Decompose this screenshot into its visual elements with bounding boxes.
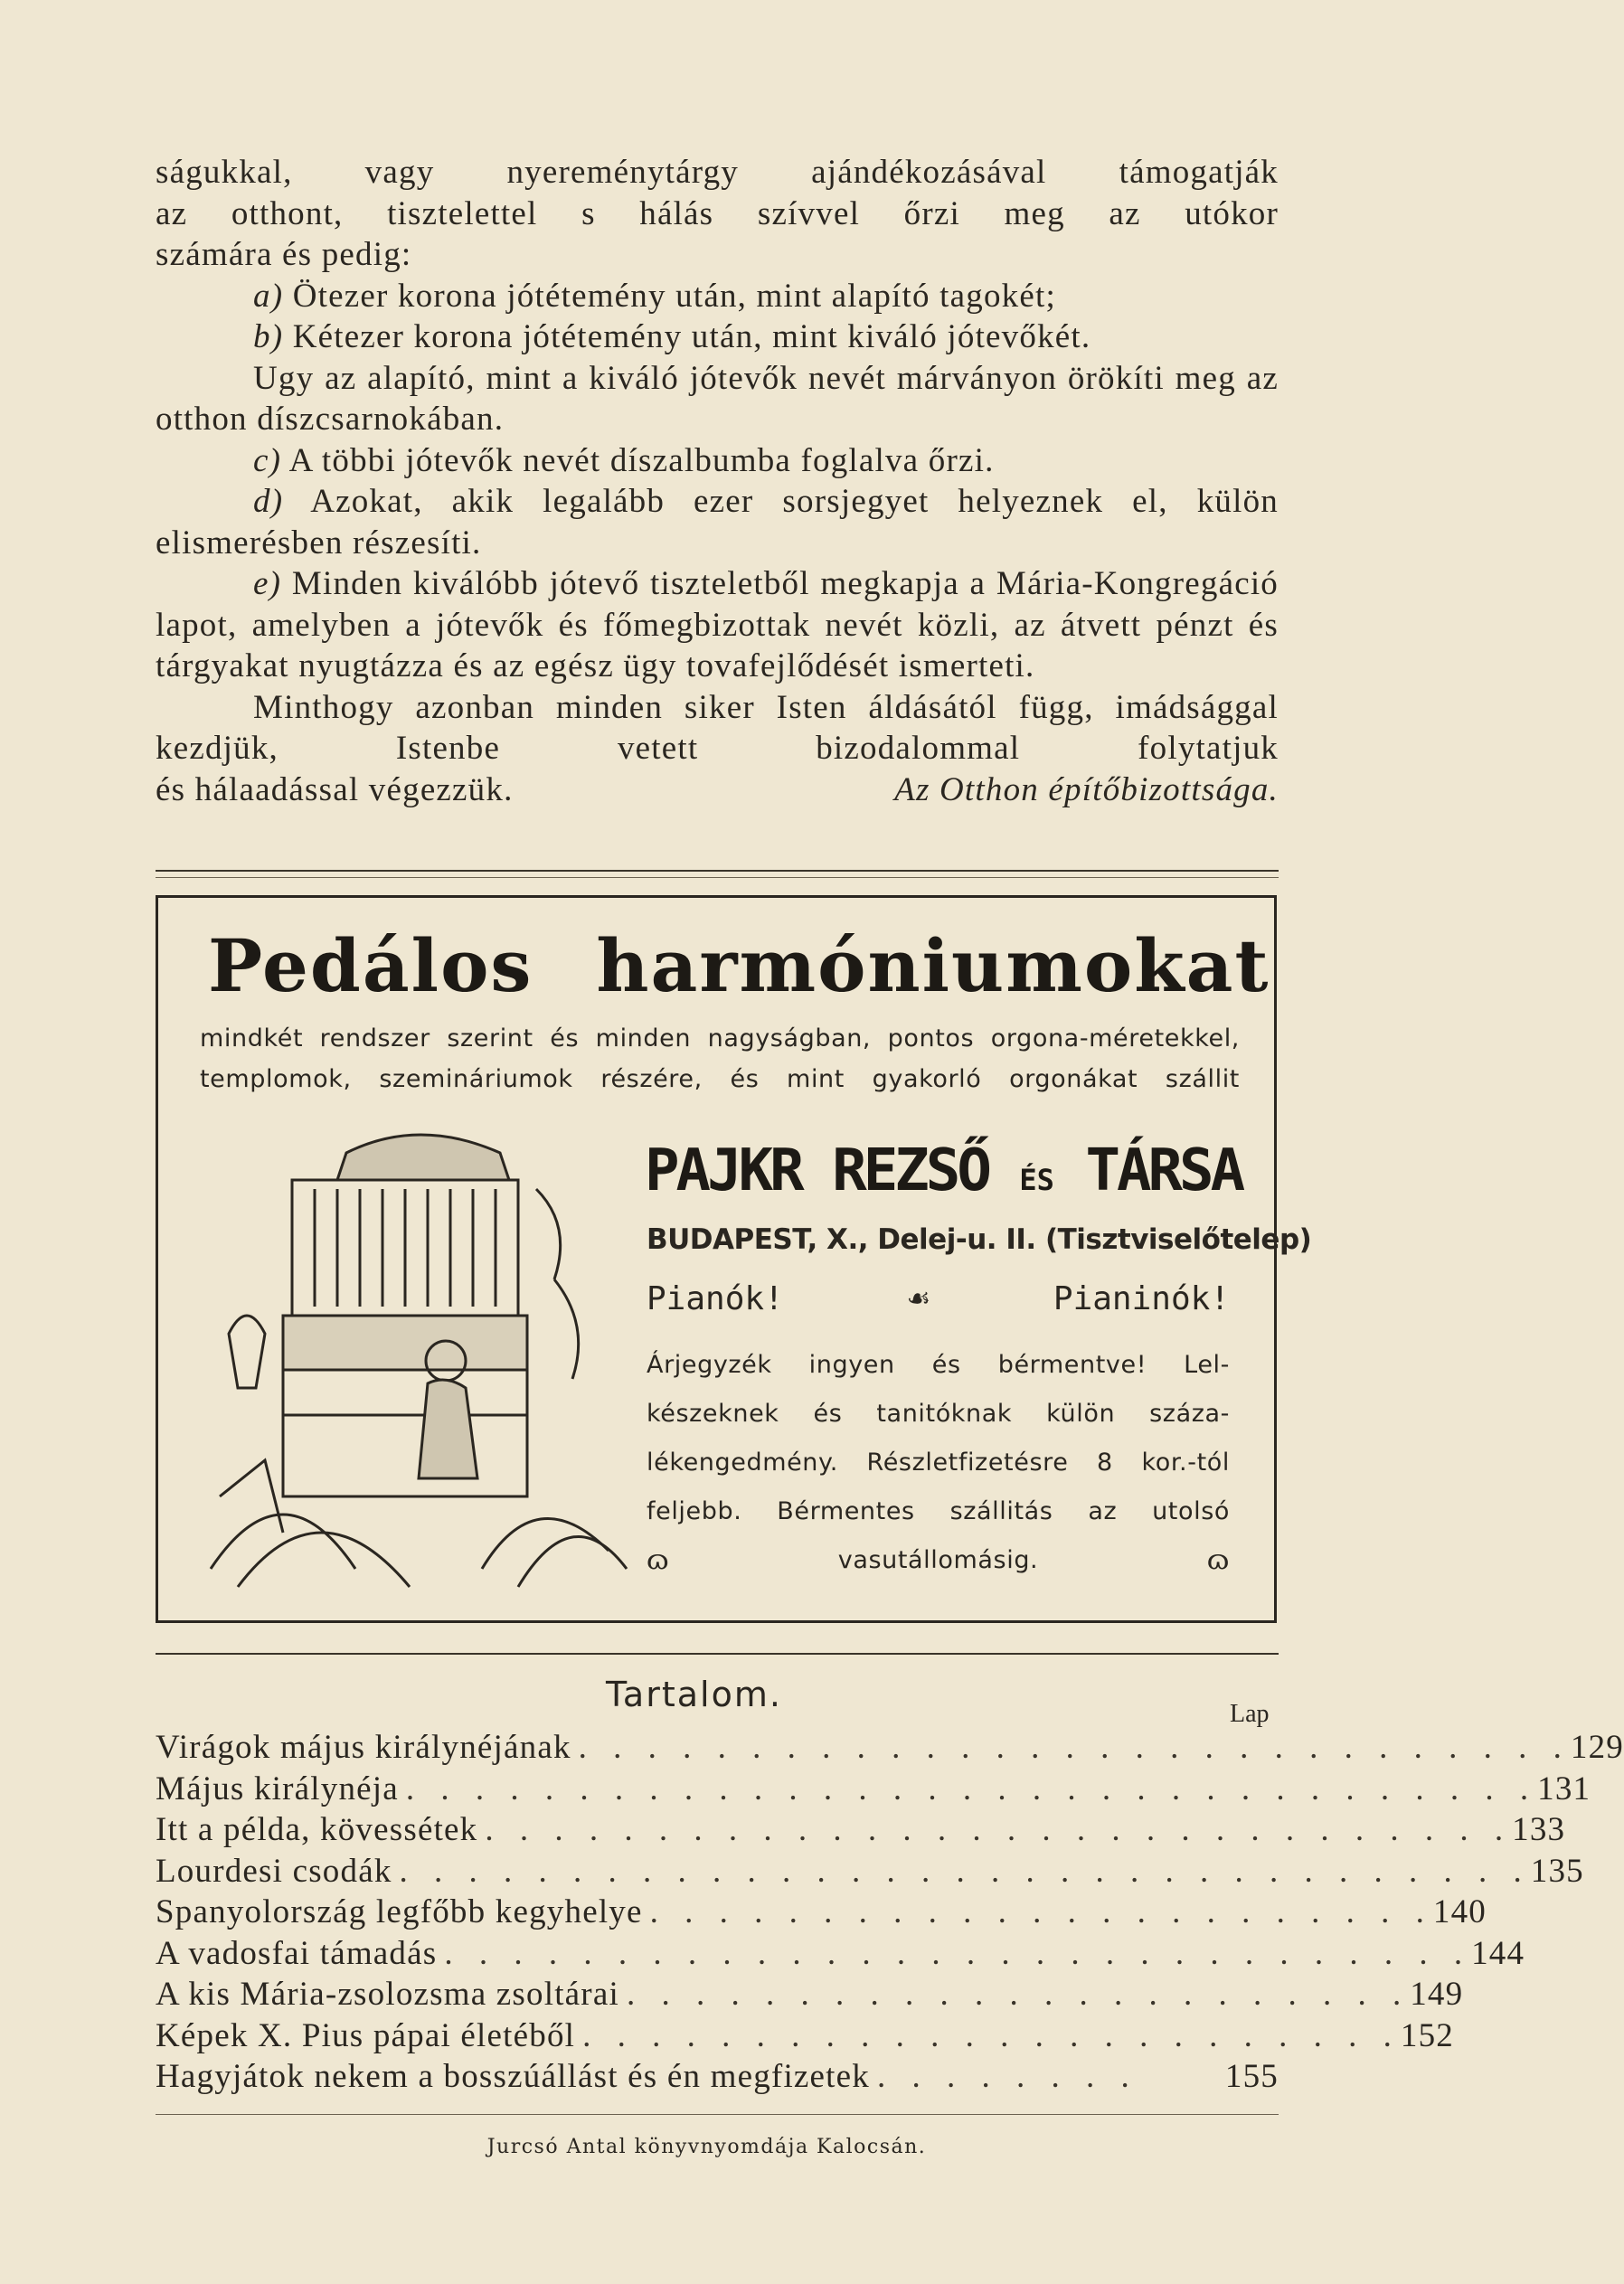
divider-bottom <box>156 1653 1279 1655</box>
toc-entry: Itt a példa, kövessétek . . . . . . . . . . . . . . . . . . . . . . . . . . . . . . 133 <box>156 1811 1566 1848</box>
ad-info <box>647 1341 1230 1585</box>
ornament-left-icon: ɷ <box>647 1544 670 1576</box>
toc-entry: Hagyjátok nekem a bosszúállást és én megfizetek . . . . . . . . 155 <box>156 2058 1279 2095</box>
harmonium-illustration-icon <box>211 1117 636 1587</box>
ad-info-line: Árjegyzék ingyen és bérmentve! Lel- <box>647 1351 1230 1379</box>
ornament-right-icon: ɷ <box>1206 1544 1230 1576</box>
toc-lap-header: Lap <box>1230 1700 1270 1728</box>
pianino-label: Pianinók! <box>1053 1280 1230 1317</box>
list-item-c: c) A többi jótevők nevét díszalbumba foglalva őrzi. <box>253 441 995 479</box>
signature: Az Otthon építőbizottsága. <box>894 770 1279 808</box>
list-item-b: b) Kétezer korona jótétemény után, mint kiváló jótevőkét. <box>253 318 1091 355</box>
printer-imprint: Jurcsó Antal könyvnyomdája Kalocsán. <box>486 2136 927 2158</box>
toc-entry: A vadosfai támadás . . . . . . . . . . . . . . . . . . . . . . . . . . . . . . 144 <box>156 1934 1525 1972</box>
ad-info-last: vasutállomásig. <box>837 1546 1039 1574</box>
ad-info-line: lékengedmény. Részletfizetésre 8 kor.-tól <box>647 1449 1230 1477</box>
toc-entry: Spanyolország legfőbb kegyhelye . . . . . . . . . . . . . . . . . . . . . . . 140 <box>156 1893 1487 1930</box>
piano-row <box>647 1280 1230 1317</box>
text-line-3: számára és pedig: <box>156 236 412 273</box>
toc-title: Tartalom. <box>606 1675 782 1714</box>
ad-info-line: feljebb. Bérmentes szállitás az utolsó <box>647 1497 1230 1525</box>
closing-last: és hálaadással végezzük. <box>156 770 514 808</box>
toc-entry: Virágok május királynéjának . . . . . . . . . . . . . . . . . . . . . . . . . . . . . 129 <box>156 1729 1624 1766</box>
piano-label: Pianók! <box>647 1280 784 1317</box>
closing-line <box>156 769 1279 811</box>
ad-info-line: készeknek és tanitóknak külön száza- <box>647 1400 1230 1428</box>
text-line-2: az otthont, tisztelettel s hálás szívvel őrzi meg az utókor <box>156 194 1279 232</box>
divider-footer <box>156 2114 1279 2115</box>
ad-info-last-line <box>647 1536 1230 1585</box>
divider-top <box>156 870 1279 872</box>
advertisement <box>156 895 1312 1623</box>
ad-subtitle-1: mindkét rendszer szerint és minden nagyságban, pontos orgona-méretekkel, <box>200 1024 1240 1052</box>
ornament-hand-icon: ☙ <box>906 1283 931 1315</box>
list-item-a: a) Ötezer korona jótétemény után, mint alapító tagokét; <box>253 277 1056 315</box>
toc-entry: Május királynéja . . . . . . . . . . . . . . . . . . . . . . . . . . . . . . . . . 131 <box>156 1770 1591 1807</box>
list-item-d: d) Azokat, akik legalább ezer sorsjegyet helyeznek el, külön elismerésben részesíti. <box>156 483 1279 562</box>
table-of-contents <box>156 1727 1624 2098</box>
divider-top-thin <box>156 877 1279 878</box>
body-text <box>156 152 1279 810</box>
list-item-e: e) Minden kiválóbb jótevő tiszteletből megkapja a Mária-Kongregáció lapot, amelyben a jótevők és főmegbizottak nevét közli, az átvett pénzt és tárgyakat nyugtázza és az egész ügy tovafejlődését ismerteti. <box>156 565 1279 684</box>
toc-entry: A kis Mária-zsolozsma zsoltárai . . . . . . . . . . . . . . . . . . . . . . . 149 <box>156 1976 1464 2013</box>
firm-address: BUDAPEST, X., Delej-u. II. (Tisztviselőtelep) <box>647 1223 1312 1256</box>
toc-entry: Lourdesi csodák . . . . . . . . . . . . . . . . . . . . . . . . . . . . . . . . . 135 <box>156 1852 1584 1890</box>
ad-subtitle-2: templomok, szemináriumok részére, és mint gyakorló orgonákat szállit <box>200 1065 1240 1093</box>
firm-name: PAJKR REZSŐ ÉS TÁRSA <box>645 1137 1242 1204</box>
paragraph-closing: Minthogy azonban minden siker Isten áldásától függ, imádsággal kezdjük, Istenbe vetett bizodalommal folytatjuk <box>156 688 1279 767</box>
toc-entry: Képek X. Pius pápai életéből . . . . . . . . . . . . . . . . . . . . . . . . 152 <box>156 2016 1454 2054</box>
text-line-1: ságukkal, vagy nyereménytárgy ajándékozásával támogatják <box>156 154 1279 191</box>
paragraph-ugy: Ugy az alapító, mint a kiváló jótevők nevét márványon örökíti meg az otthon díszcsarnokában. <box>156 359 1279 438</box>
ad-title: Pedálos harmóniumokat <box>208 923 1270 1008</box>
